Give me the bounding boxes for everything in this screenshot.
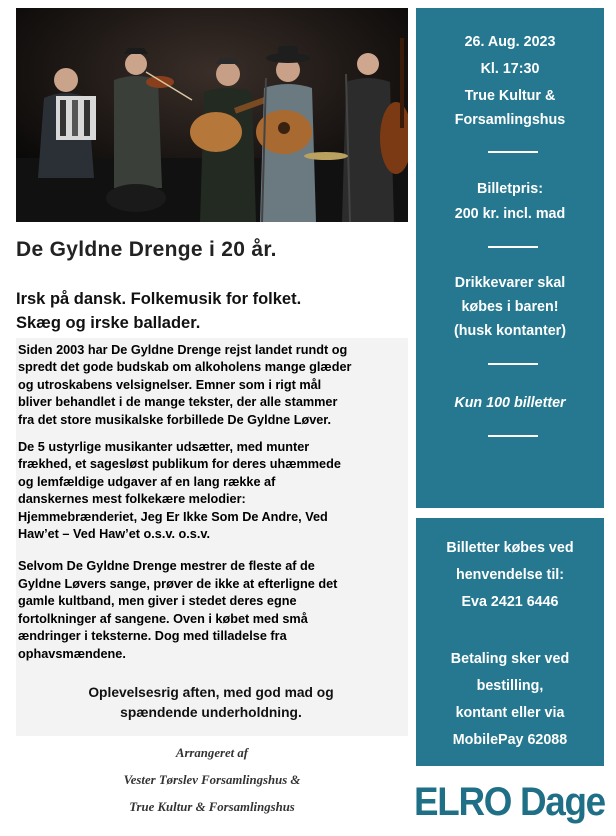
organizer-line: True Kultur & Forsamlingshus [129, 800, 295, 814]
description-paragraph-2 [18, 439, 404, 543]
band-photo [16, 8, 408, 222]
text-line: Oplevelsesrig aften, med god mad og [88, 684, 334, 700]
venue-line: True Kultur & [464, 88, 556, 104]
text-line: fra det store musikalske forbillede De Gyldne Løver. [18, 412, 332, 427]
description-paragraph-3 [18, 558, 404, 662]
price-value: 200 kr. incl. mad [454, 206, 566, 222]
price-label: Billetpris: [477, 181, 543, 197]
contact-line: Billetter købes ved [446, 540, 574, 556]
contact-phone: Eva 2421 6446 [461, 594, 559, 610]
event-title: De Gyldne Drenge i 20 år. [16, 238, 277, 261]
venue-line: Forsamlingshus [454, 112, 566, 128]
divider [488, 363, 538, 365]
text-line: Hjemmebrænderiet, Jeg Er Ikke Som De Andre, Ved [18, 509, 328, 524]
organizer-heading: Arrangeret af [175, 746, 249, 760]
drinks-line: (husk kontanter) [453, 323, 566, 339]
text-line: spredt det gode budskab om alkoholens mange glæder [18, 360, 352, 375]
text-line: bliver behandlet i de mange tekster, der alle stammer [18, 395, 338, 410]
drinks-line: Drikkevarer skal [454, 275, 566, 291]
elro-dage-logo: ELRO Dage [414, 780, 605, 824]
event-description [16, 338, 408, 736]
drinks-line: købes i baren! [461, 299, 559, 315]
text-line: og utroskabens velsignelser. Emner som i rigt mål [18, 377, 322, 392]
ticket-info-panel [416, 518, 604, 766]
event-time: Kl. 17:30 [480, 61, 540, 77]
text-line: Haw’et – Ved Haw’et o.s.v. o.s.v. [18, 527, 211, 542]
text-line: Siden 2003 har De Gyldne Drenge rejst landet rundt og [18, 343, 348, 357]
text-line: Gyldne Løvers sange, prøver de ikke at efterligne det [18, 576, 338, 591]
ticket-limit: Kun 100 billetter [454, 395, 566, 411]
closing-statement [18, 683, 404, 723]
description-paragraph-1 [18, 342, 404, 429]
payment-line: kontant eller via [455, 705, 565, 721]
text-line: De 5 ustyrlige musikanter udsætter, med munter [18, 440, 310, 455]
text-line: ophavsmændene. [18, 646, 126, 661]
text-line: Selvom De Gyldne Drenge mestrer de fleste af de [18, 559, 315, 574]
organizer-credits [16, 740, 408, 821]
payment-mobilepay: MobilePay 62088 [452, 732, 568, 748]
text-line: danskernes mest folkekære melodier: [18, 492, 246, 507]
payment-line: bestilling, [476, 678, 544, 694]
divider [488, 246, 538, 248]
contact-line: henvendelse til: [455, 567, 565, 583]
text-line: spændende underholdning. [120, 704, 302, 720]
payment-line: Betaling sker ved [450, 651, 570, 667]
subtitle-line: Irsk på dansk. Folkemusik for folket. [16, 290, 302, 308]
divider [488, 435, 538, 437]
text-line: fortolkninger af sangene. Oven i købet med små [18, 611, 308, 626]
event-info-panel [416, 8, 604, 508]
divider [488, 151, 538, 153]
event-date: 26. Aug. 2023 [464, 34, 556, 50]
text-line: ændringer i teksterne. Dog med tilladelse fra [18, 629, 287, 644]
organizer-line: Vester Tørslev Forsamlingshus & [123, 773, 301, 787]
text-line: gamle kultband, men giver i stedet deres egne [18, 594, 297, 609]
text-line: og lemfældige udgaver af en lang række af [18, 474, 276, 489]
text-line: frækhed, et sagesløst publikum for deres uhæmmede [18, 457, 341, 472]
band-photo-illustration [16, 8, 408, 222]
subtitle-line: Skæg og irske ballader. [16, 314, 201, 332]
event-subtitle [16, 287, 408, 335]
